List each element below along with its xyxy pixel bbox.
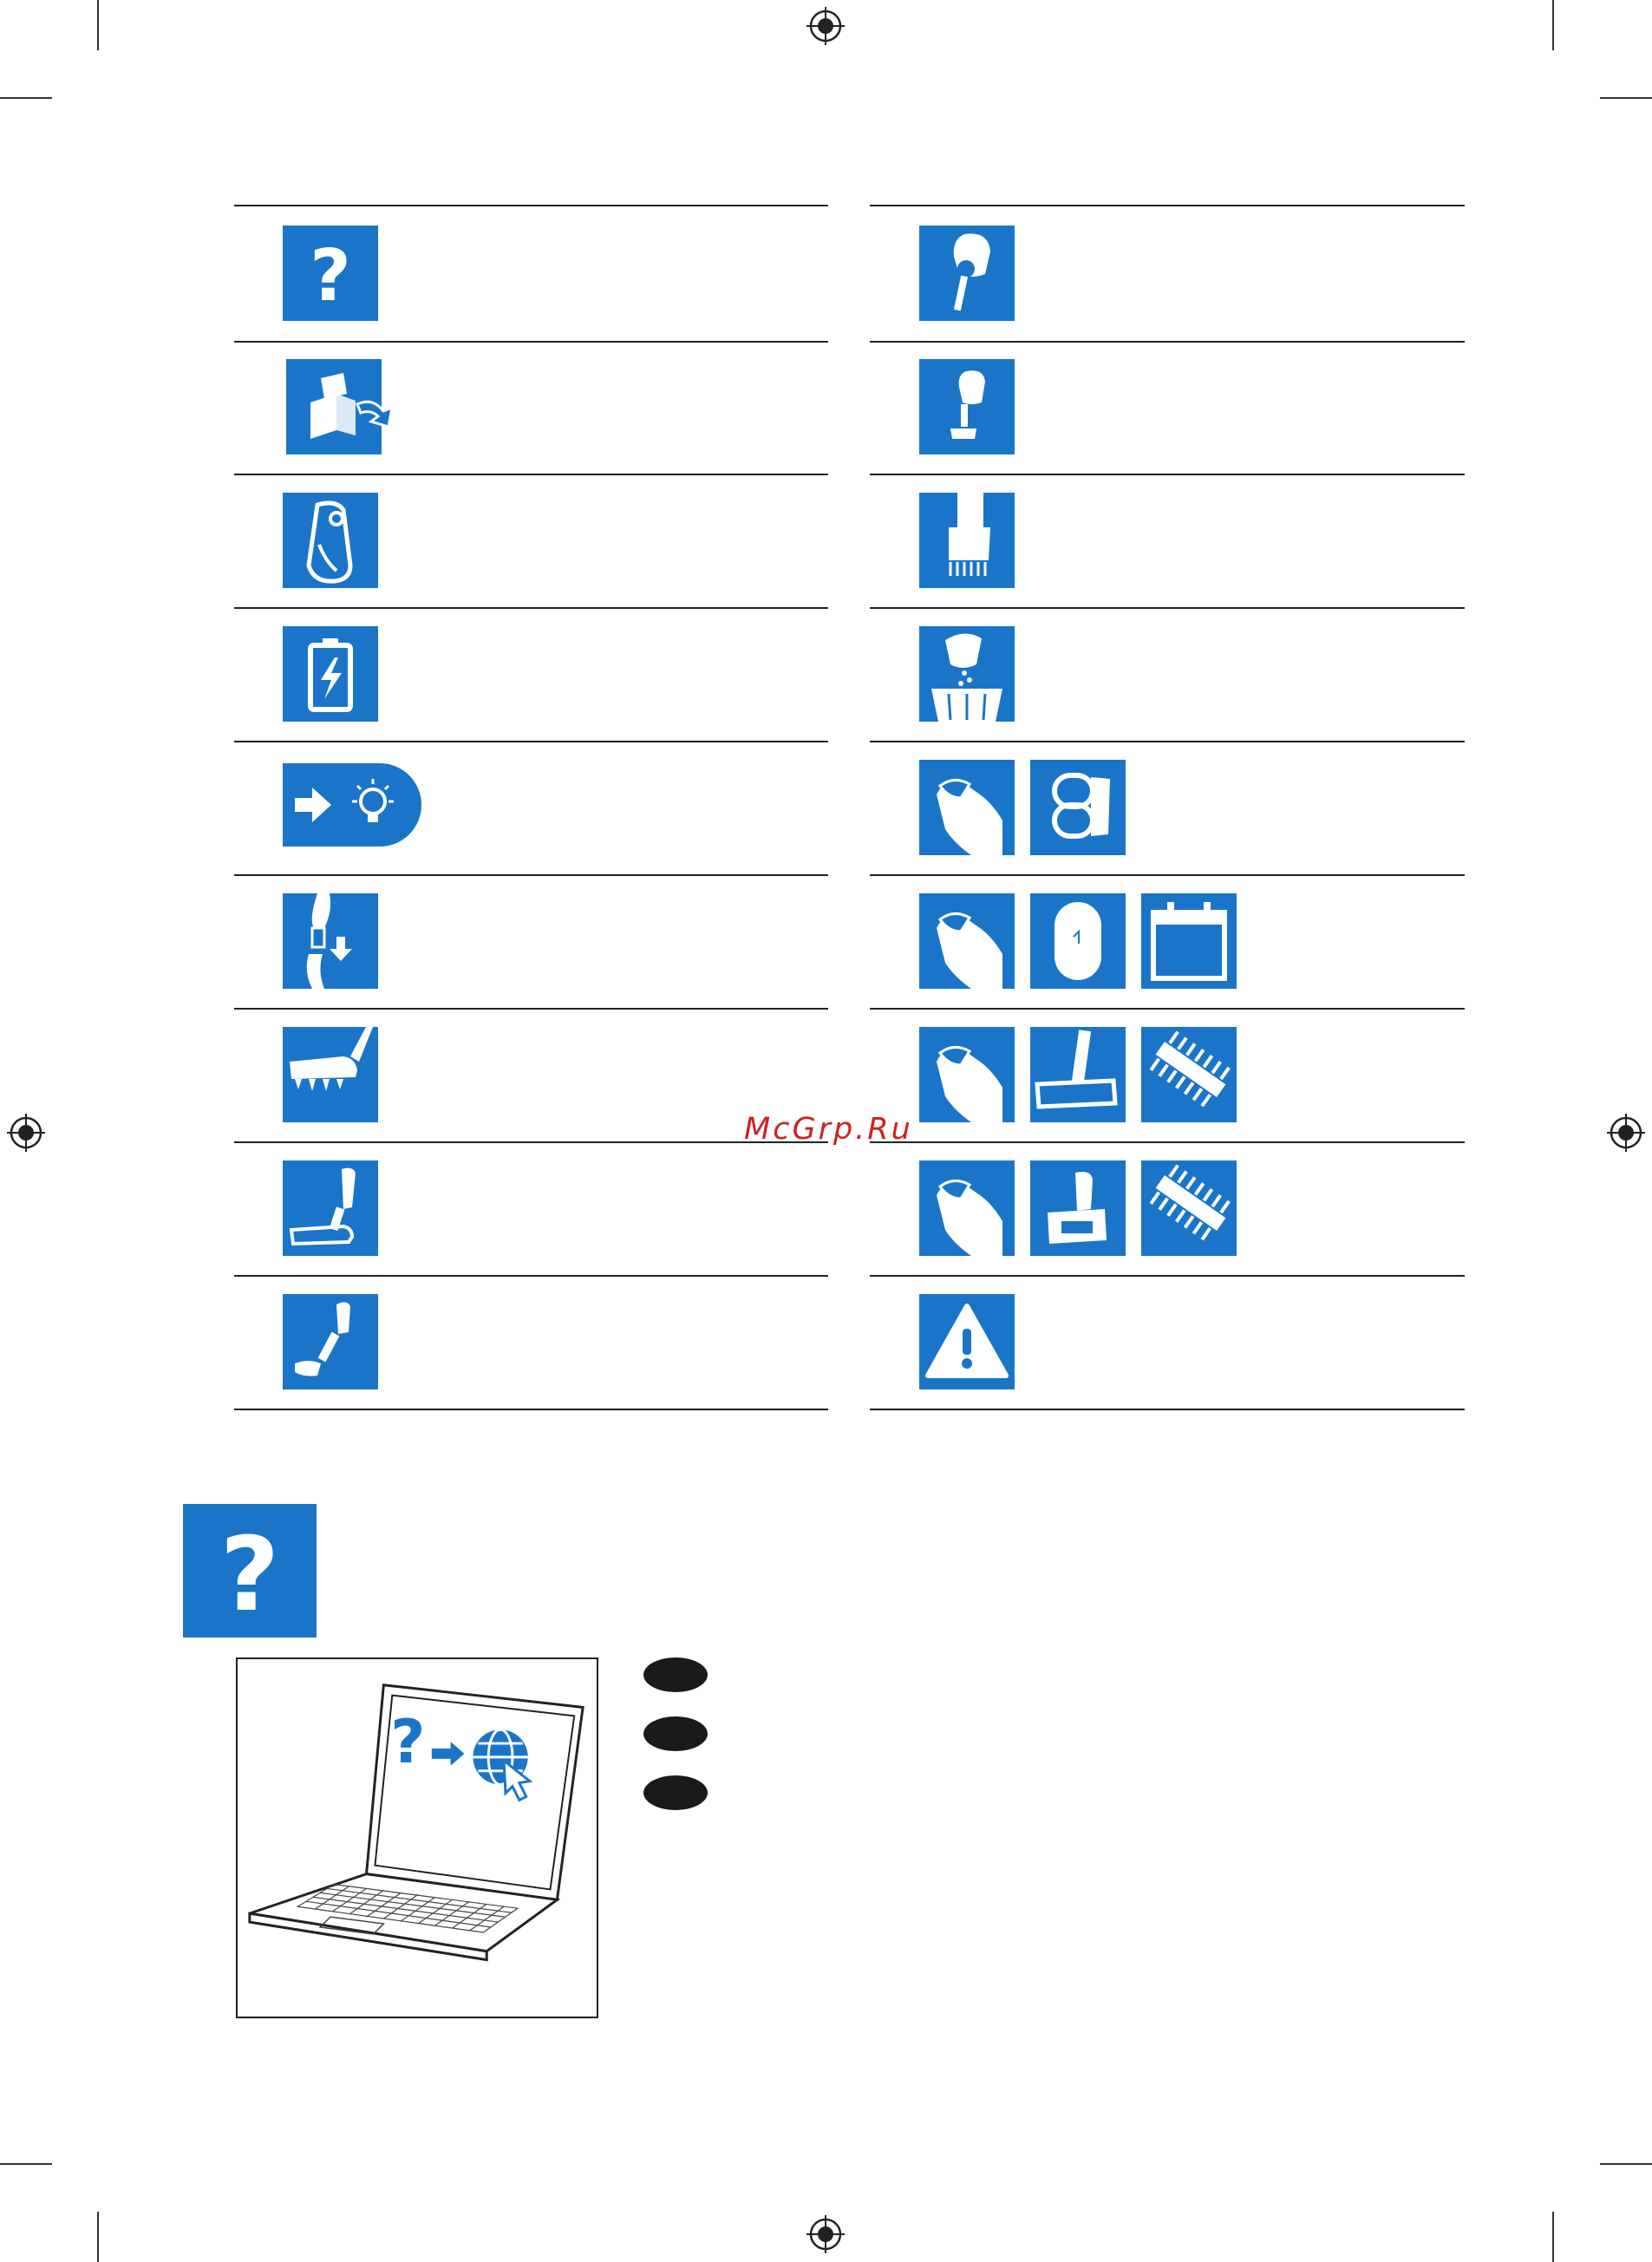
svg-text:?: ? — [310, 235, 351, 317]
cleaning-hands-icon — [919, 893, 1015, 989]
handheld-crevice-icon — [283, 1294, 378, 1389]
handheld-vacuum-icon — [919, 226, 1015, 321]
registration-mark-icon — [7, 1114, 45, 1152]
registration-mark-icon — [1607, 1114, 1645, 1152]
brush-bristles-icon — [1141, 1027, 1237, 1122]
cleaning-hands-icon — [919, 1027, 1015, 1122]
warning-icon — [919, 1294, 1015, 1389]
crop-mark — [1600, 97, 1652, 99]
stick-vacuum-floor-icon — [283, 1160, 378, 1256]
floor-nozzle-icon — [1030, 1027, 1126, 1122]
cleaning-hands-icon — [919, 760, 1015, 855]
svg-text:?: ? — [219, 1514, 280, 1634]
crop-mark — [1552, 2212, 1554, 2262]
crop-mark — [1552, 0, 1554, 50]
brush-bristles-icon — [1141, 1160, 1237, 1256]
crop-mark — [0, 97, 52, 99]
crop-mark — [0, 2163, 52, 2165]
vacuum-handheld-unit-icon — [283, 493, 378, 588]
language-bullet — [643, 1775, 708, 1810]
attach-tube-icon — [283, 893, 378, 989]
crop-mark — [97, 0, 99, 50]
question-icon — [183, 1504, 317, 1638]
language-bullet — [643, 1716, 708, 1751]
cleaning-hands-icon — [919, 1160, 1015, 1256]
filter-unit-icon — [1030, 760, 1126, 855]
battery-charging-icon — [283, 626, 378, 722]
laptop-support-website-illustration — [236, 1657, 598, 2018]
watermark: McGrp.Ru — [744, 1112, 913, 1147]
floor-nozzle-brush-icon — [283, 1027, 378, 1122]
question-icon — [283, 226, 378, 321]
crop-mark — [97, 2212, 99, 2262]
empty-dust-container-icon — [919, 626, 1015, 722]
registration-mark-icon — [806, 2215, 845, 2253]
switch-on-light-icon — [283, 763, 421, 847]
question-icon: ? — [390, 1707, 426, 1777]
handheld-small-nozzle-icon — [919, 359, 1015, 454]
crop-mark — [1600, 2163, 1652, 2165]
language-bullet — [643, 1657, 708, 1692]
filter-cap-icon — [1030, 893, 1126, 989]
registration-mark-icon — [806, 7, 845, 45]
mini-turbo-nozzle-icon — [1030, 1160, 1126, 1256]
unpacking-box-icon — [286, 359, 382, 454]
accessory-brush-tool-icon — [919, 493, 1015, 588]
calendar-icon — [1141, 893, 1237, 989]
